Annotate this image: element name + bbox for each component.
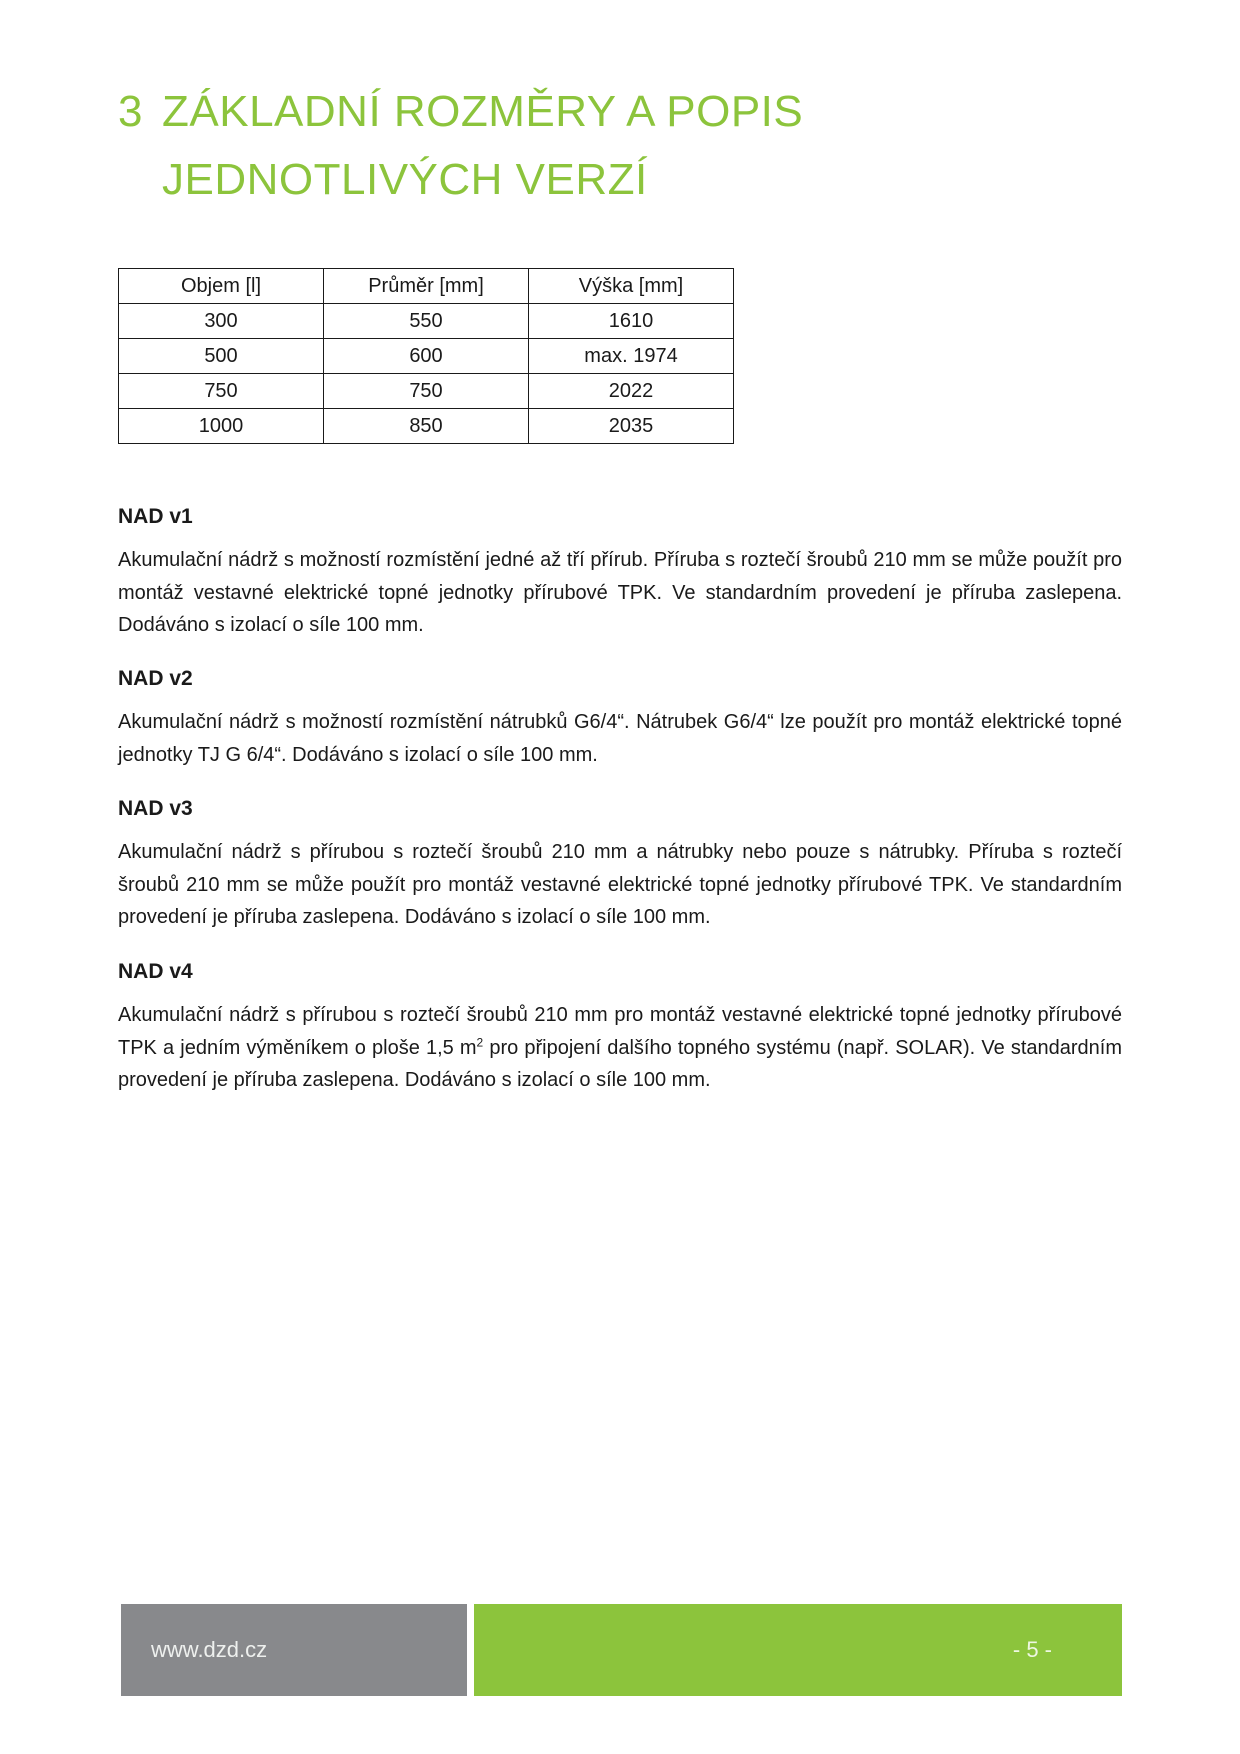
section-nad-v4	[118, 957, 1122, 1097]
section-nad-v2	[118, 664, 1122, 771]
section-heading: NAD v2	[118, 667, 193, 690]
section-text-part: Akumulační nádrž s přírubou s roztečí šroubů 210 mm pro montáž vestavné elektrické topné jednotky přírubové TPK a jedním výměníkem o ploše 1,5 m	[118, 1004, 1122, 1059]
cell-volume: 1000	[119, 409, 324, 444]
cell-height: 2022	[529, 374, 734, 409]
table-row	[119, 409, 734, 444]
cell-diameter: 550	[324, 304, 529, 339]
chapter-heading	[118, 78, 1128, 214]
cell-volume: 300	[119, 304, 324, 339]
cell-volume: 750	[119, 374, 324, 409]
section-heading: NAD v3	[118, 797, 193, 820]
section-heading: NAD v4	[118, 960, 193, 983]
section-text: Akumulační nádrž s možností rozmístění jedné až tří přírub. Příruba s roztečí šroubů 210 mm se může použít pro montáž vestavné elektrické topné jednotky přírubové TPK. Ve standardním provedení je příruba zaslepena. Dodáváno s izolací o síle 100 mm.	[118, 549, 1122, 636]
header-diameter: Průměr [mm]	[324, 269, 529, 304]
section-nad-v1	[118, 502, 1122, 642]
cell-diameter: 750	[324, 374, 529, 409]
section-text: Akumulační nádrž s přírubou s roztečí šroubů 210 mm a nátrubky nebo pouze s nátrubky. Příruba s roztečí šroubů 210 mm se může použít pro montáž vestavné elektrické topné jednotky přírubové TPK. Ve standardním provedení je příruba zaslepena. Dodáváno s izolací o síle 100 mm.	[118, 841, 1122, 928]
table-row	[119, 374, 734, 409]
footer-website-bar	[121, 1604, 467, 1696]
table-row	[119, 339, 734, 374]
section-heading: NAD v1	[118, 505, 193, 528]
cell-height: 2035	[529, 409, 734, 444]
footer-page-bar	[474, 1604, 1122, 1696]
cell-volume: 500	[119, 339, 324, 374]
cell-diameter: 850	[324, 409, 529, 444]
superscript: 2	[476, 1034, 484, 1049]
cell-height: 1610	[529, 304, 734, 339]
chapter-title: ZÁKLADNÍ ROZMĚRY A POPIS JEDNOTLIVÝCH VERZÍ	[162, 87, 804, 204]
section-text: Akumulační nádrž s možností rozmístění nátrubků G6/4“. Nátrubek G6/4“ lze použít pro montáž elektrické topné jednotky TJ G 6/4“. Dodáváno s izolací o síle 100 mm.	[118, 711, 1122, 766]
section-nad-v3	[118, 794, 1122, 934]
dimensions-table	[118, 268, 734, 444]
footer-website: www.dzd.cz	[151, 1637, 268, 1662]
cell-diameter: 600	[324, 339, 529, 374]
table-header-row	[119, 269, 734, 304]
cell-height: max. 1974	[529, 339, 734, 374]
section-text	[118, 999, 1122, 1097]
header-height: Výška [mm]	[529, 269, 734, 304]
header-volume: Objem [l]	[119, 269, 324, 304]
chapter-number: 3	[118, 87, 143, 136]
section-text-part: pro připojení dalšího topného systému (např. SOLAR). Ve standardním provedení je příruba zaslepena. Dodáváno s izolací o síle 100 mm.	[118, 1036, 1122, 1091]
table-row	[119, 304, 734, 339]
page-number: - 5 -	[1012, 1637, 1052, 1662]
